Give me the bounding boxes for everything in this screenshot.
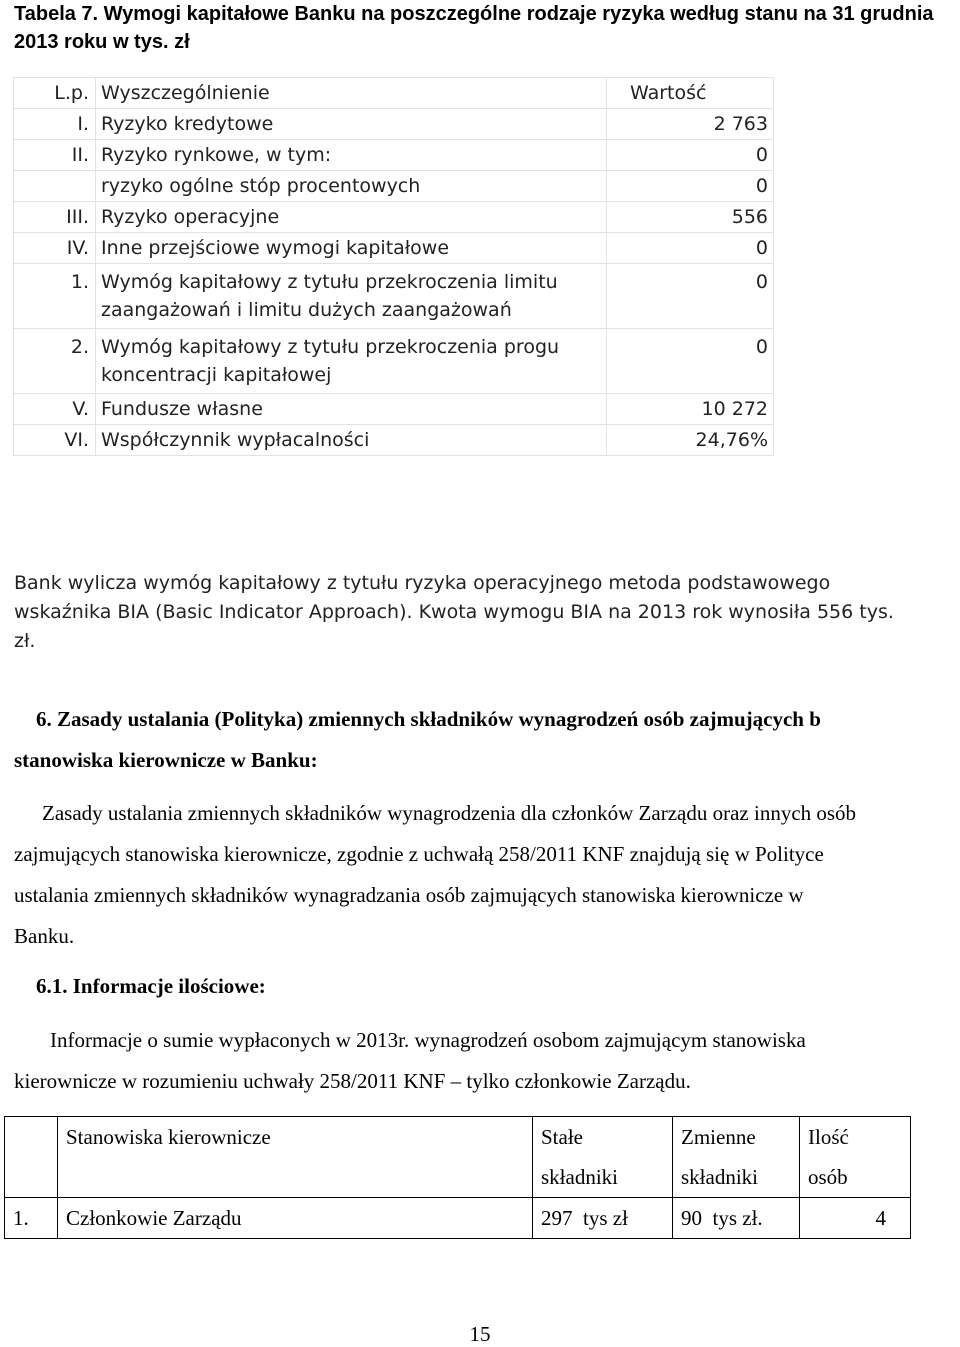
- header-variable-line1: Zmienne: [681, 1125, 756, 1149]
- header-variable-line2: składniki: [681, 1165, 758, 1189]
- row-desc: Ryzyko kredytowe: [96, 109, 607, 140]
- row-value: 0: [607, 171, 774, 202]
- section-6-1-heading: 6.1. Informacje ilościowe:: [36, 974, 266, 998]
- row-lp: VI.: [14, 425, 96, 456]
- section-6-body-line: Banku.: [14, 924, 75, 948]
- table-header-row: [5, 1117, 911, 1198]
- row-value: 24,76%: [607, 425, 774, 456]
- row-desc: ryzyko ogólne stóp procentowych: [96, 171, 607, 202]
- row-desc: Inne przejściowe wymogi kapitałowe: [96, 233, 607, 264]
- table-row: [14, 233, 774, 264]
- row-position: Członkowie Zarządu: [58, 1198, 533, 1239]
- table-row: [14, 171, 774, 202]
- row-lp: 1.: [5, 1198, 58, 1239]
- table-row: [14, 329, 774, 394]
- table-row: [14, 140, 774, 171]
- row-lp: [14, 171, 96, 202]
- row-desc: Współczynnik wypłacalności: [96, 425, 607, 456]
- capital-requirements-table: [13, 77, 774, 456]
- row-value: 0: [607, 140, 774, 171]
- table-row: [14, 109, 774, 140]
- row-value: 0: [607, 329, 774, 394]
- row-value: 556: [607, 202, 774, 233]
- table-row: [14, 394, 774, 425]
- management-remuneration-table: [4, 1116, 911, 1239]
- bia-paragraph: Bank wylicza wymóg kapitałowy z tytułu ryzyka operacyjnego metoda podstawowego wskaźnika BIA (Basic Indicator Approach). Kwota wymogu BIA na 2013 rok wynosiła 556 tys. zł.: [14, 572, 894, 652]
- row-lp: V.: [14, 394, 96, 425]
- row-value: 0: [607, 264, 774, 329]
- row-desc: Wymóg kapitałowy z tytułu przekroczenia progu koncentracji kapitałowej: [96, 329, 607, 394]
- table-row: [5, 1198, 911, 1239]
- row-lp: III.: [14, 202, 96, 233]
- table-row: [14, 264, 774, 329]
- header-position: Stanowiska kierownicze: [58, 1117, 533, 1198]
- row-value: 10 272: [607, 394, 774, 425]
- section-number: 6.: [36, 707, 52, 731]
- header-fixed-line1: Stałe: [541, 1125, 583, 1149]
- section-6-heading-line1: Zasady ustalania (Polityka) zmiennych składników wynagrodzeń osób zajmujących b: [57, 707, 821, 731]
- section-6-body-line: zajmujących stanowiska kierownicze, zgodnie z uchwałą 258/2011 KNF znajdują się w Polityce: [14, 842, 824, 866]
- row-fixed: 297 tys zł: [533, 1198, 673, 1239]
- row-count: 4: [800, 1198, 911, 1239]
- section-6-heading-line2: stanowiska kierownicze w Banku:: [14, 748, 318, 772]
- row-lp: II.: [14, 140, 96, 171]
- table-title: Tabela 7. Wymogi kapitałowe Banku na poszczególne rodzaje ryzyka według stanu na 31 grudnia 2013 roku w tys. zł: [14, 3, 934, 53]
- row-lp: I.: [14, 109, 96, 140]
- section-6-1-body-line: Informacje o sumie wypłaconych w 2013r. wynagrodzeń osobom zajmującym stanowiska: [50, 1028, 806, 1052]
- row-lp: 2.: [14, 329, 96, 394]
- header-fixed-line2: składniki: [541, 1165, 618, 1189]
- section-6-body-line: ustalania zmiennych składników wynagradzania osób zajmujących stanowiska kierownicze w: [14, 883, 804, 907]
- row-variable: 90 tys zł.: [673, 1198, 800, 1239]
- row-value: 0: [607, 233, 774, 264]
- header-count-line2: osób: [808, 1165, 848, 1189]
- row-value: 2 763: [607, 109, 774, 140]
- header-lp: [5, 1117, 58, 1198]
- header-lp: L.p.: [14, 78, 96, 109]
- table-row: [14, 425, 774, 456]
- header-value: Wartość: [607, 78, 774, 109]
- row-desc: Ryzyko rynkowe, w tym:: [96, 140, 607, 171]
- header-desc: Wyszczególnienie: [96, 78, 607, 109]
- header-count-line1: Ilość: [808, 1125, 849, 1149]
- table-header-row: [14, 78, 774, 109]
- page-number: 15: [469, 1322, 491, 1346]
- header-fixed: [533, 1117, 673, 1198]
- section-6-body-line: Zasady ustalania zmiennych składników wynagrodzenia dla członków Zarządu oraz innych osób: [42, 801, 857, 825]
- header-variable: [673, 1117, 800, 1198]
- section-6-heading: [14, 699, 954, 739]
- row-desc: Wymóg kapitałowy z tytułu przekroczenia limitu zaangażowań i limitu dużych zaangażowań: [96, 264, 607, 329]
- table-row: [14, 202, 774, 233]
- row-desc: Ryzyko operacyjne: [96, 202, 607, 233]
- row-lp: 1.: [14, 264, 96, 329]
- row-lp: IV.: [14, 233, 96, 264]
- header-count: [800, 1117, 911, 1198]
- section-6-1-body-line: kierownicze w rozumieniu uchwały 258/2011 KNF – tylko członkowie Zarządu.: [14, 1069, 691, 1093]
- row-desc: Fundusze własne: [96, 394, 607, 425]
